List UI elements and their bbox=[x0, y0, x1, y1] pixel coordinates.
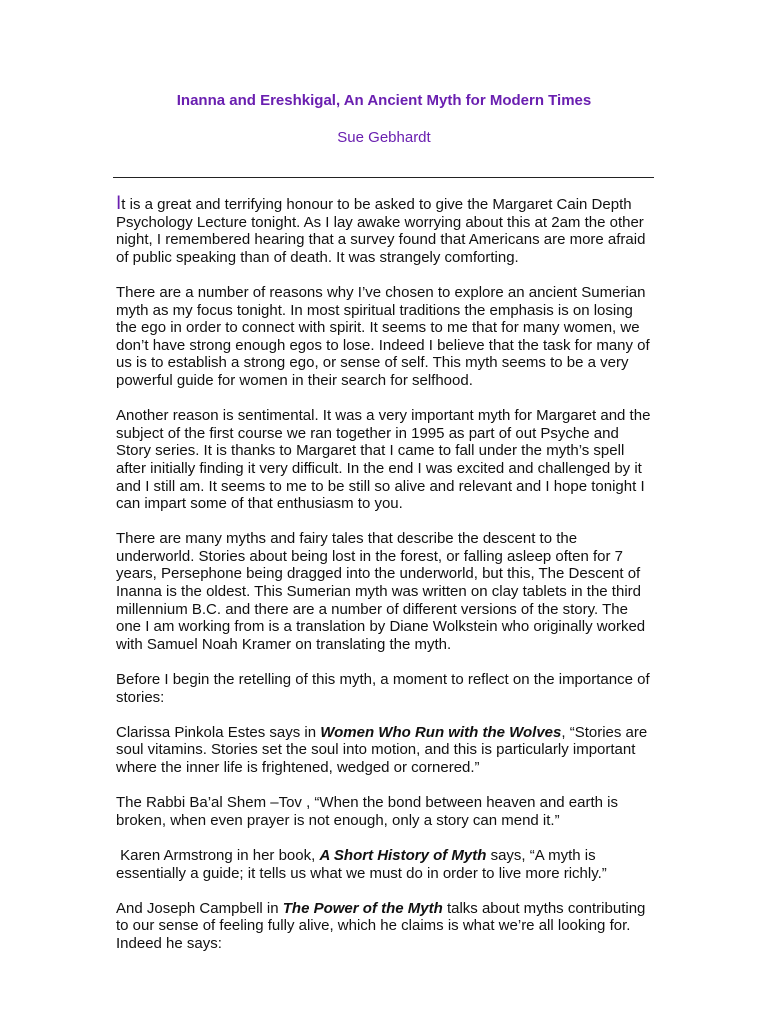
drop-cap: I bbox=[116, 193, 122, 214]
paragraph-2: There are a number of reasons why I’ve chosen to explore an ancient Sumerian myth as my focus tonight. In most spiritual traditions the emphasis is on losing the ego in order to connect with spirit. It seems to me that for many women, we don’t have strong enough egos to lose. Indeed I believe that the task for many of us is to establish a strong ego, or sense of self. This myth seems to be a very powerful guide for women in their search for selfhood. bbox=[116, 283, 650, 389]
paragraph-1-text: t is a great and terrifying honour to be asked to give the Margaret Cain Depth Psychology Lecture tonight. As I lay awake worrying about this at 2am the other night, I remembered hearing that a survey found that Americans are more afraid of public speaking than of death. It was strangely comforting. bbox=[116, 196, 646, 266]
paragraph-6 bbox=[116, 724, 656, 777]
paragraph-6-quote: , “Stories are soul vitamins. Stories set the soul into motion, and this is particularly important where the inner life is frightened, wedged or cornered.” bbox=[116, 723, 648, 776]
paragraph-9-lead: And Joseph Campbell in bbox=[116, 899, 283, 917]
document-author: Sue Gebhardt bbox=[337, 129, 431, 146]
book-title-power-of-myth: The Power of the Myth bbox=[282, 899, 443, 917]
paragraph-9 bbox=[116, 900, 656, 953]
paragraph-4: There are many myths and fairy tales that describe the descent to the underworld. Stories about being lost in the forest, or falling asleep often for 7 years, Persephone being dragged into the underworld, but this, The Descent of Inanna is the oldest. This Sumerian myth was written on clay tablets in the third millennium B.C. and there are a number of different versions of the story. The one I am working from is a translation by Diane Wolkstein who originally worked with Samuel Noah Kramer on translating the myth. bbox=[116, 530, 646, 653]
title-divider bbox=[113, 177, 654, 178]
paragraph-3: Another reason is sentimental. It was a very important myth for Margaret and the subject of the first course we ran together in 1995 as part of out Psyche and Story series. It is thanks to Margaret that I came to fall under the myth’s spell after initially finding it very difficult. In the end I was excited and challenged by it and I still am. It seems to me to be still so alive and relevant and I hope tonight I can impart some of that enthusiasm to you. bbox=[116, 407, 651, 513]
book-title-wolves: Women Who Run with the Wolves bbox=[320, 723, 562, 741]
paragraph-8-lead: Karen Armstrong in her book, bbox=[116, 846, 320, 864]
paragraph-7: The Rabbi Ba’al Shem –Tov , “When the bond between heaven and earth is broken, when even prayer is not enough, only a story can mend it.” bbox=[116, 794, 618, 829]
body-text bbox=[116, 195, 656, 970]
paragraph-9-text: talks about myths contributing to our sense of feeling fully alive, which he claims is what we’re all looking for. Indeed he says: bbox=[116, 899, 646, 952]
paragraph-5: Before I begin the retelling of this myth, a moment to reflect on the importance of stories: bbox=[116, 671, 650, 706]
paragraph-8-quote: says, “A myth is essentially a guide; it tells us what we must do in order to live more richly.” bbox=[116, 846, 607, 882]
document-title: Inanna and Ereshkigal, An Ancient Myth for Modern Times bbox=[176, 92, 592, 109]
paragraph-8 bbox=[116, 847, 656, 882]
paragraph-6-lead: Clarissa Pinkola Estes says in bbox=[116, 723, 321, 741]
paragraph-1 bbox=[116, 195, 656, 266]
book-title-short-history: A Short History of Myth bbox=[319, 846, 487, 864]
